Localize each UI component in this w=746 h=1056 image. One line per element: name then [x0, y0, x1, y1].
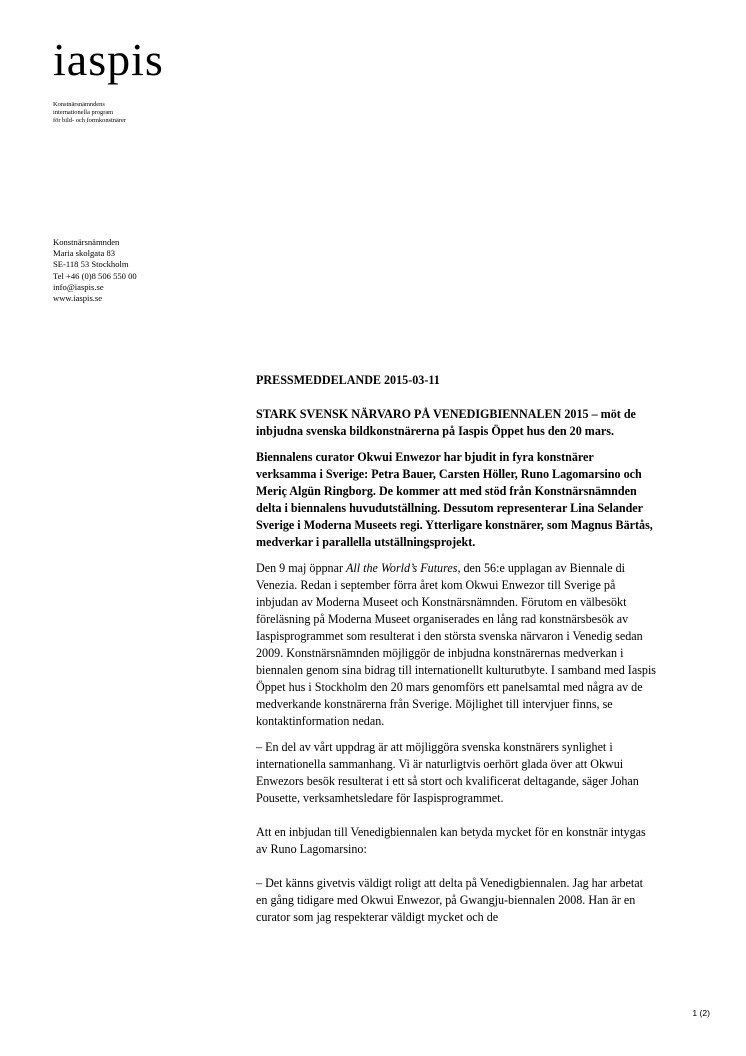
quote-paragraph: – En del av vårt uppdrag är att möjliggöra svenska konstnärers synlighet i internationella sammanhang. Vi är naturligtvis oerhört glada över att Okwui Enwezors besök resulterat i ett så stort och kvalificerat deltagande, säger Johan Pousette, verksamhetsledare för Iaspisprogrammet.: [256, 740, 639, 805]
body-text: Den 9 maj öppnar: [256, 561, 347, 575]
intro-paragraph: Att en inbjudan till Venedigbiennalen kan betyda mycket för en konstnär intygas av Runo Lagomarsino:: [256, 825, 646, 856]
body-text: , den 56:e upplagan av Biennale di Venezia. Redan i september förra året kom Okwui Enwezor till Sverige på inbjudan av Moderna Museet och Konstnärsnämnden. Förutom en välbesökt föreläsning på Moderna Museet organiserades en lång rad konstnärsbesök av Iaspisprogrammet som resulterat i den största svenska närvaron i Venedig sedan 2009. Konstnärsnämnden möjliggör de inbjudna konstnärernas medverkan i biennalen genom sina bidrag till internationellt kulturutbyte. I samband med Iaspis Öppet hus i Stockholm den 20 mars genomförs ett panelsamtal med några av de medverkande konstnärerna från Sverige. Möjlighet till intervjuer finns, se kontaktinformation nedan.: [256, 561, 657, 728]
tagline-line: Konstnärsnämndens: [53, 101, 105, 108]
address-phone: Tel +46 (0)8 506 550 00: [53, 270, 137, 281]
contact-address: [53, 237, 137, 304]
address-website[interactable]: www.iaspis.se: [53, 293, 103, 304]
tagline-line: internationella program: [53, 109, 114, 116]
press-lead-paragraph: Biennalens curator Okwui Enwezor har bjudit in fyra konstnärer verksamma i Sverige: Petra Bauer, Carsten Höller, Runo Lagomarsino och Meriç Algün Ringborg. De kommer att med stöd från Konstnärsnämnden delta i biennalens huvudutställning. Dessutom representerar Lina Selander Sverige i Moderna Museets regi. Ytterligare konstnärer, som Magnus Bärtås, medverkar i parallella utställningsprojekt.: [256, 450, 653, 549]
address-org: Konstnärsnämnden: [53, 237, 120, 247]
address-city: SE-118 53 Stockholm: [53, 259, 129, 270]
tagline-line: för bild- och formkonstnärer: [53, 117, 126, 124]
press-headline: STARK SVENSK NÄRVARO PÅ VENEDIGBIENNALEN 2015 – möt de inbjudna svenska bildkonstnärerna på Iaspis Öppet hus den 20 mars.: [256, 407, 636, 438]
press-release-date: PRESSMEDDELANDE 2015-03-11: [256, 373, 440, 387]
address-email[interactable]: info@iaspis.se: [53, 281, 104, 292]
organization-tagline: [53, 101, 126, 125]
quote-paragraph: – Det känns givetvis väldigt roligt att delta på Venedigbiennalen. Jag har arbetat en gång tidigare med Okwui Enwezor, på Gwangju-biennalen 2008. Han är en curator som jag respekterar väldigt mycket och de: [256, 876, 643, 924]
press-release-body: [256, 372, 656, 935]
address-street: Maria skolgata 83: [53, 248, 116, 259]
exhibition-title: All the World’s Futures: [346, 561, 458, 575]
body-paragraph: [256, 560, 656, 730]
iaspis-logo: iaspis: [53, 34, 164, 85]
page-number: 1 (2): [692, 1008, 710, 1018]
